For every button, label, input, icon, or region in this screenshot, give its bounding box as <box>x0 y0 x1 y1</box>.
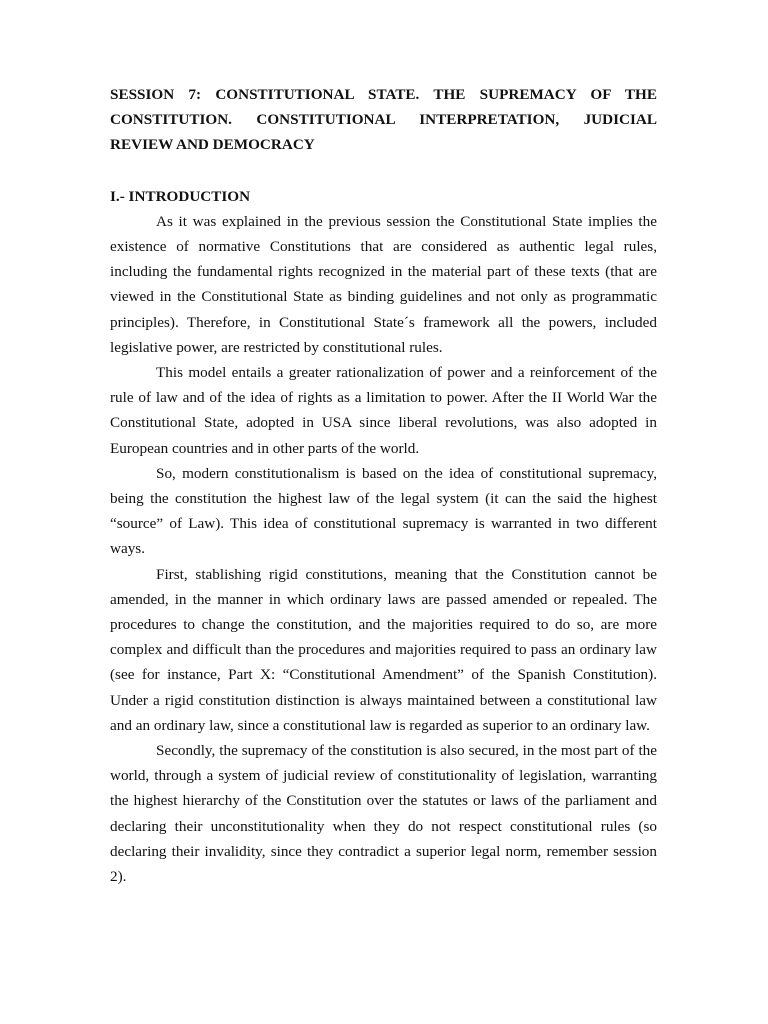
document-page <box>110 82 657 889</box>
document-title: SESSION 7: CONSTITUTIONAL STATE. THE SUPREMACY OF THE CONSTITUTION. CONSTITUTIONAL INTERPRETATION, JUDICIAL REVIEW AND DEMOCRACY <box>110 86 657 154</box>
body-paragraph: As it was explained in the previous session the Constitutional State implies the existence of normative Constitutions that are considered as authentic legal rules, including the fundamental rights recognized in the material part of these texts (that are viewed in the Constitutional State as binding guidelines and not only as programmatic principles). Therefore, in Constitutional State´s framework all the powers, included legislative power, are restricted by constitutional rules. <box>110 212 657 356</box>
body-paragraph: First, stablishing rigid constitutions, meaning that the Constitution cannot be amended, in the manner in which ordinary laws are passed amended or repealed. The procedures to change the constitution, and the majorities required to do so, are more complex and difficult than the procedures and majorities required to pass an ordinary law (see for instance, Part X: “Constitutional Amendment” of the Spanish Constitution). Under a rigid constitution distinction is always maintained between a constitutional law and an ordinary law, since a constitutional law is regarded as superior to an ordinary law. <box>110 565 657 734</box>
body-paragraph: Secondly, the supremacy of the constitution is also secured, in the most part of the world, through a system of judicial review of constitutionality of legislation, warranting the highest hierarchy of the Constitution over the statutes or laws of the parliament and declaring their unconstitutionality when they do not respect constitutional rules (so declaring their invalidity, since they contradict a superior legal norm, remember session 2). <box>110 742 657 886</box>
section-heading-introduction: I.- INTRODUCTION <box>110 187 251 205</box>
body-paragraph: So, modern constitutionalism is based on the idea of constitutional supremacy, being the constitution the highest law of the legal system (it can the said the highest “source” of Law). This idea of constitutional supremacy is warranted in two different ways. <box>110 464 657 558</box>
body-paragraph: This model entails a greater rationalization of power and a reinforcement of the rule of law and of the idea of rights as a limitation to power. After the II World War the Constitutional State, adopted in USA since liberal revolutions, was also adopted in European countries and in other parts of the world. <box>110 364 657 457</box>
